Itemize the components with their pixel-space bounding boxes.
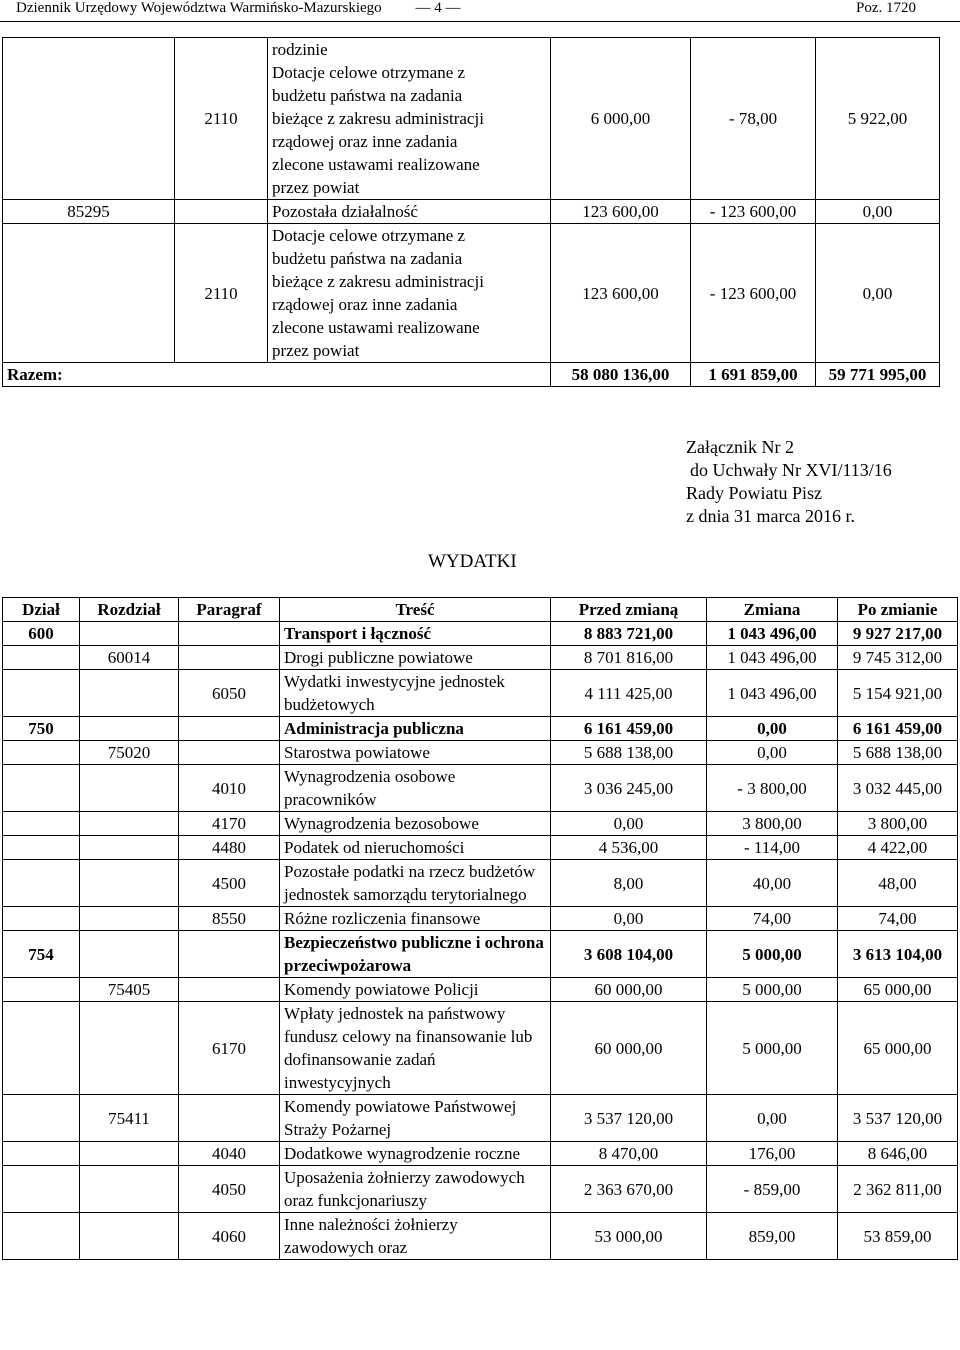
rozdzial-cell	[80, 670, 179, 717]
tresc-line: Dotacje celowe otrzymane z	[272, 226, 466, 245]
col-header-zmiana: Zmiana	[707, 598, 838, 622]
dzial-cell: 750	[3, 717, 80, 741]
change-value: - 859,00	[707, 1166, 838, 1213]
dzial-cell	[3, 1002, 80, 1095]
before-value: 2 363 670,00	[551, 1166, 707, 1213]
change-value: - 114,00	[707, 836, 838, 860]
after-value: 6 161 459,00	[838, 717, 958, 741]
table-row	[3, 1166, 958, 1213]
journal-name: Dziennik Urzędowy Województwa Warmińsko-Mazurskiego	[16, 0, 382, 16]
col-header-przed-zmiana: Przed zmianą	[551, 598, 707, 622]
before-value: 60 000,00	[551, 978, 707, 1002]
tresc-cell: Komendy powiatowe Państwowej Straży Pożarnej	[280, 1095, 551, 1142]
tresc-cell: Podatek od nieruchomości	[280, 836, 551, 860]
tresc-cell: Komendy powiatowe Policji	[280, 978, 551, 1002]
after-value: 0,00	[816, 200, 940, 224]
tresc-line: zlecone ustawami realizowane	[272, 318, 480, 337]
table-row	[3, 860, 958, 907]
header-rule	[0, 21, 960, 22]
after-value: 8 646,00	[838, 1142, 958, 1166]
dzial-cell	[3, 1166, 80, 1213]
change-value: - 3 800,00	[707, 765, 838, 812]
change-value: 0,00	[707, 1095, 838, 1142]
tresc-cell	[268, 200, 551, 224]
tresc-line: Dotacje celowe otrzymane z	[272, 63, 466, 82]
paragraf-cell: 4010	[179, 765, 280, 812]
table-row	[3, 1142, 958, 1166]
table-row	[3, 907, 958, 931]
table-row	[3, 931, 958, 978]
change-value: 1 043 496,00	[707, 646, 838, 670]
change-value: 74,00	[707, 907, 838, 931]
paragraf-cell	[179, 1095, 280, 1142]
change-value: 5 000,00	[707, 978, 838, 1002]
after-value: 5 154 921,00	[838, 670, 958, 717]
table-row	[3, 200, 940, 224]
table-row	[3, 646, 958, 670]
before-value: 123 600,00	[551, 200, 691, 224]
tresc-cell: Drogi publiczne powiatowe	[280, 646, 551, 670]
tresc-cell: Uposażenia żołnierzy zawodowych oraz funkcjonariuszy	[280, 1166, 551, 1213]
paragraf-cell	[179, 931, 280, 978]
tresc-cell: Bezpieczeństwo publiczne i ochrona przeciwpożarowa	[280, 931, 551, 978]
rozdzial-cell	[80, 622, 179, 646]
tresc-cell: Różne rozliczenia finansowe	[280, 907, 551, 931]
table-row	[3, 670, 958, 717]
after-value: 4 422,00	[838, 836, 958, 860]
paragraf-cell: 4480	[179, 836, 280, 860]
change-value: 0,00	[707, 741, 838, 765]
page-number: — 4 —	[415, 0, 461, 16]
annex-note	[686, 436, 892, 528]
tresc-cell: Dodatkowe wynagrodzenie roczne	[280, 1142, 551, 1166]
tresc-line: przez powiat	[272, 178, 360, 197]
col-header-rozdzial: Rozdział	[80, 598, 179, 622]
rozdzial-cell: 85295	[3, 200, 175, 224]
change-value: 5 000,00	[707, 1002, 838, 1095]
table-row	[3, 1002, 958, 1095]
table-row	[3, 765, 958, 812]
rozdzial-cell: 75411	[80, 1095, 179, 1142]
table-row	[3, 978, 958, 1002]
before-value: 3 608 104,00	[551, 931, 707, 978]
dzial-cell	[3, 765, 80, 812]
table-header	[3, 598, 958, 622]
col-header-tresc: Treść	[280, 598, 551, 622]
change-value: 1 043 496,00	[707, 670, 838, 717]
tresc-cell: Wydatki inwestycyjne jednostek budżetowych	[280, 670, 551, 717]
before-value: 6 161 459,00	[551, 717, 707, 741]
tresc-cell	[268, 38, 551, 200]
before-value: 4 111 425,00	[551, 670, 707, 717]
dzial-cell	[3, 836, 80, 860]
rozdzial-cell	[80, 860, 179, 907]
after-value: 3 032 445,00	[838, 765, 958, 812]
rozdzial-cell	[80, 812, 179, 836]
paragraf-cell	[179, 741, 280, 765]
paragraf-cell	[175, 200, 268, 224]
rozdzial-cell	[80, 1213, 179, 1260]
table-row	[3, 836, 958, 860]
before-value: 4 536,00	[551, 836, 707, 860]
table-row	[3, 38, 940, 200]
tresc-line: rządowej oraz inne zadania	[272, 295, 458, 314]
tresc-cell	[268, 224, 551, 363]
dzial-cell	[3, 741, 80, 765]
change-value: - 123 600,00	[691, 224, 816, 363]
before-value: 0,00	[551, 907, 707, 931]
paragraf-cell: 2110	[175, 224, 268, 363]
dzial-cell	[3, 860, 80, 907]
tresc-cell: Pozostałe podatki na rzecz budżetów jednostek samorządu terytorialnego	[280, 860, 551, 907]
paragraf-cell: 4170	[179, 812, 280, 836]
change-value: 3 800,00	[707, 812, 838, 836]
total-label: Razem:	[3, 363, 551, 387]
paragraf-cell	[179, 717, 280, 741]
paragraf-cell: 4050	[179, 1166, 280, 1213]
table-row	[3, 1095, 958, 1142]
rozdzial-cell: 60014	[80, 646, 179, 670]
dzial-cell	[3, 670, 80, 717]
position-number: Poz. 1720	[856, 0, 916, 16]
table-row	[3, 741, 958, 765]
table-row	[3, 812, 958, 836]
dzial-cell	[3, 978, 80, 1002]
before-value: 60 000,00	[551, 1002, 707, 1095]
after-value: 3 613 104,00	[838, 931, 958, 978]
total-before: 58 080 136,00	[551, 363, 691, 387]
dzial-cell	[3, 1213, 80, 1260]
tresc-line: budżetu państwa na zadania	[272, 249, 463, 268]
tresc-line: budżetu państwa na zadania	[272, 86, 463, 105]
after-value: 5 922,00	[816, 38, 940, 200]
before-value: 8 470,00	[551, 1142, 707, 1166]
after-value: 53 859,00	[838, 1213, 958, 1260]
after-value: 3 800,00	[838, 812, 958, 836]
table-row	[3, 717, 958, 741]
expenditure-table	[2, 597, 958, 1260]
rozdzial-cell	[80, 1166, 179, 1213]
before-value: 53 000,00	[551, 1213, 707, 1260]
tresc-cell: Starostwa powiatowe	[280, 741, 551, 765]
tresc-line: rodzinie	[272, 40, 328, 59]
change-value: 859,00	[707, 1213, 838, 1260]
revenue-table-continuation	[2, 37, 940, 387]
paragraf-cell	[179, 646, 280, 670]
tresc-line: bieżące z zakresu administracji	[272, 109, 484, 128]
total-change: 1 691 859,00	[691, 363, 816, 387]
rozdzial-cell	[3, 224, 175, 363]
after-value: 74,00	[838, 907, 958, 931]
table-row	[3, 224, 940, 363]
rozdzial-cell	[80, 1142, 179, 1166]
tresc-line: Pozostała działalność	[272, 202, 418, 221]
page-header	[0, 0, 960, 22]
change-value: 176,00	[707, 1142, 838, 1166]
before-value: 3 537 120,00	[551, 1095, 707, 1142]
journal-title	[16, 0, 460, 17]
tresc-cell: Wynagrodzenia osobowe pracowników	[280, 765, 551, 812]
after-value: 0,00	[816, 224, 940, 363]
paragraf-cell: 4040	[179, 1142, 280, 1166]
tresc-cell: Administracja publiczna	[280, 717, 551, 741]
tresc-line: rządowej oraz inne zadania	[272, 132, 458, 151]
table-row	[3, 1213, 958, 1260]
after-value: 9 927 217,00	[838, 622, 958, 646]
annex-resolution: do Uchwały Nr XVI/113/16	[690, 460, 892, 480]
col-header-dzial: Dział	[3, 598, 80, 622]
rozdzial-cell	[80, 907, 179, 931]
before-value: 0,00	[551, 812, 707, 836]
before-value: 8 701 816,00	[551, 646, 707, 670]
rozdzial-cell	[80, 931, 179, 978]
after-value: 65 000,00	[838, 978, 958, 1002]
paragraf-cell: 6170	[179, 1002, 280, 1095]
change-value: - 78,00	[691, 38, 816, 200]
dzial-cell	[3, 812, 80, 836]
section-title: WYDATKI	[428, 551, 517, 572]
dzial-cell	[3, 907, 80, 931]
col-header-po-zmianie: Po zmianie	[838, 598, 958, 622]
after-value: 2 362 811,00	[838, 1166, 958, 1213]
before-value: 123 600,00	[551, 224, 691, 363]
paragraf-cell: 4500	[179, 860, 280, 907]
change-value: 40,00	[707, 860, 838, 907]
dzial-cell: 754	[3, 931, 80, 978]
before-value: 3 036 245,00	[551, 765, 707, 812]
tresc-cell: Wpłaty jednostek na państwowy fundusz celowy na finansowanie lub dofinansowanie zadań inwestycyjnych	[280, 1002, 551, 1095]
after-value: 9 745 312,00	[838, 646, 958, 670]
dzial-cell	[3, 646, 80, 670]
rozdzial-cell: 75020	[80, 741, 179, 765]
tresc-cell: Wynagrodzenia bezosobowe	[280, 812, 551, 836]
after-value: 48,00	[838, 860, 958, 907]
rozdzial-cell	[80, 717, 179, 741]
paragraf-cell: 8550	[179, 907, 280, 931]
paragraf-cell	[179, 978, 280, 1002]
rozdzial-cell	[80, 836, 179, 860]
tresc-line: przez powiat	[272, 341, 360, 360]
before-value: 6 000,00	[551, 38, 691, 200]
rozdzial-cell	[3, 38, 175, 200]
change-value: 5 000,00	[707, 931, 838, 978]
dzial-cell: 600	[3, 622, 80, 646]
before-value: 5 688 138,00	[551, 741, 707, 765]
annex-number: Załącznik Nr 2	[686, 437, 794, 457]
table-row	[3, 622, 958, 646]
paragraf-cell	[179, 622, 280, 646]
before-value: 8,00	[551, 860, 707, 907]
rozdzial-cell: 75405	[80, 978, 179, 1002]
paragraf-cell: 4060	[179, 1213, 280, 1260]
rozdzial-cell	[80, 765, 179, 812]
tresc-cell: Transport i łączność	[280, 622, 551, 646]
total-after: 59 771 995,00	[816, 363, 940, 387]
dzial-cell	[3, 1095, 80, 1142]
tresc-cell: Inne należności żołnierzy zawodowych oraz	[280, 1213, 551, 1260]
dzial-cell	[3, 1142, 80, 1166]
col-header-paragraf: Paragraf	[179, 598, 280, 622]
change-value: 0,00	[707, 717, 838, 741]
after-value: 5 688 138,00	[838, 741, 958, 765]
annex-council: Rady Powiatu Pisz	[686, 483, 823, 503]
total-row	[3, 363, 940, 387]
after-value: 65 000,00	[838, 1002, 958, 1095]
before-value: 8 883 721,00	[551, 622, 707, 646]
paragraf-cell: 2110	[175, 38, 268, 200]
change-value: 1 043 496,00	[707, 622, 838, 646]
annex-date: z dnia 31 marca 2016 r.	[686, 506, 855, 526]
rozdzial-cell	[80, 1002, 179, 1095]
tresc-line: bieżące z zakresu administracji	[272, 272, 484, 291]
change-value: - 123 600,00	[691, 200, 816, 224]
paragraf-cell: 6050	[179, 670, 280, 717]
tresc-line: zlecone ustawami realizowane	[272, 155, 480, 174]
after-value: 3 537 120,00	[838, 1095, 958, 1142]
